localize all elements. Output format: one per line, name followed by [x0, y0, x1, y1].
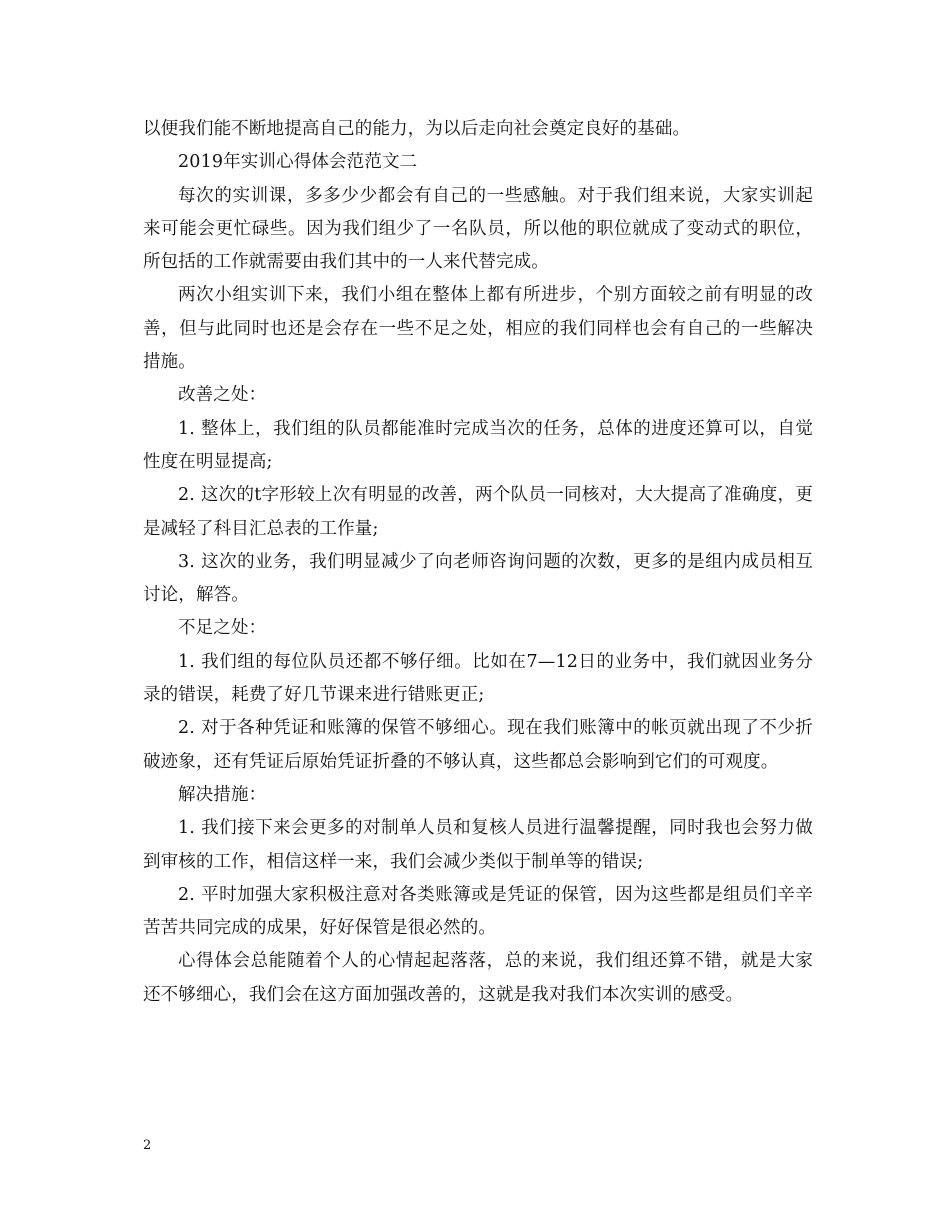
document-body	[143, 113, 813, 1012]
paragraph-continuation: 以便我们能不断地提高自己的能力，为以后走向社会奠定良好的基础。	[143, 119, 691, 139]
paragraph-intro: 每次的实训课，多多少少都会有自己的一些感触。对于我们组来说，大家实训起来可能会更忙碌些。因为我们组少了一名队员，所以他的职位就成了变动式的职位，所包括的工作就需要由我们其中的一人来代替完成。	[143, 185, 813, 273]
list-item-solution-2: 2. 平时加强大家积极注意对各类账簿或是凭证的保管，因为这些都是组员们辛辛苦苦共同完成的成果，好好保管是很必然的。	[143, 884, 813, 939]
list-item-shortcoming-1: 1. 我们组的每位队员还都不够仔细。比如在7—12日的业务中，我们就因业务分录的错误，耗费了好几节课来进行错账更正;	[143, 651, 813, 706]
list-item-shortcoming-2: 2. 对于各种凭证和账簿的保管不够细心。现在我们账簿中的帐页就出现了不少折破迹象，还有凭证后原始凭证折叠的不够认真，这些都总会影响到它们的可观度。	[143, 718, 813, 772]
page-number: 2	[143, 1138, 152, 1153]
section-heading: 2019年实训心得体会范范文二	[178, 152, 418, 173]
list-item-solution-1: 1. 我们接下来会更多的对制单人员和复核人员进行温馨提醒，同时我也会努力做到审核的工作，相信这样一来，我们会减少类似于制单等的错误;	[143, 818, 813, 872]
list-item-improvement-3: 3. 这次的业务，我们明显减少了向老师咨询问题的次数，更多的是组内成员相互讨论，解答。	[143, 551, 813, 606]
subheading-shortcomings: 不足之处：	[178, 618, 267, 639]
list-item-improvement-2: 2. 这次的t字形较上次有明显的改善，两个队员一同核对，大大提高了准确度，更是减轻了科目汇总表的工作量;	[143, 485, 813, 539]
subheading-improvements: 改善之处：	[178, 385, 267, 406]
paragraph-conclusion: 心得体会总能随着个人的心情起起落落，总的来说，我们组还算不错，就是大家还不够细心，我们会在这方面加强改善的，这就是我对我们本次实训的感受。	[143, 951, 813, 1005]
subheading-solutions: 解决措施：	[178, 784, 267, 805]
list-item-improvement-1: 1. 整体上，我们组的队员都能准时完成当次的任务，总体的进度还算可以，自觉性度在明显提高;	[143, 418, 813, 472]
paragraph-progress: 两次小组实训下来，我们小组在整体上都有所进步，个别方面较之前有明显的改善，但与此同时也还是会存在一些不足之处，相应的我们同样也会有自己的一些解决措施。	[143, 285, 813, 373]
